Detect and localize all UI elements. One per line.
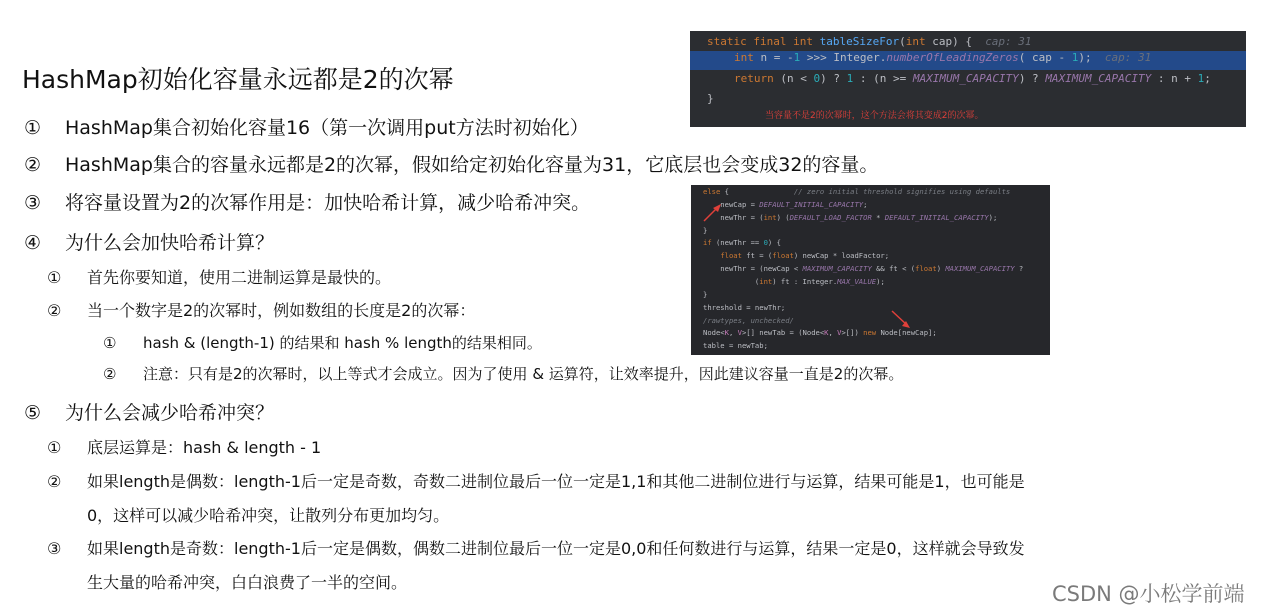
list-item <box>24 188 590 215</box>
code-token: K <box>824 328 829 337</box>
code-token: DEFAULT_INITIAL_CAPACITY <box>884 213 989 222</box>
list-marker: ⑤ <box>24 402 42 424</box>
list-item-text: 为什么会减少哈希冲突？ <box>65 402 275 424</box>
code-token: float <box>720 251 747 260</box>
code-line <box>703 316 794 325</box>
code-line <box>703 303 785 312</box>
code-token: 1 <box>793 51 801 64</box>
code-token: ) ? <box>820 72 847 85</box>
list-marker: ① <box>47 268 62 287</box>
list-item-text: hash & (length-1) 的结果和 hash % length的结果相同。 <box>143 334 542 352</box>
code-line <box>703 226 707 235</box>
code-token: new <box>863 328 881 337</box>
code-screenshot-resize <box>691 185 1050 355</box>
code-line <box>703 290 707 299</box>
code-token: 0 <box>763 238 768 247</box>
list-marker: ④ <box>24 232 42 254</box>
code-token: /rawtypes, unchecked/ <box>703 316 794 325</box>
code-token: Node[newCap]; <box>880 328 937 337</box>
code-token: MAXIMUM_CAPACITY <box>802 264 872 273</box>
code-token: { <box>724 187 794 196</box>
code-line <box>690 92 1246 105</box>
code-line <box>703 341 768 350</box>
list-marker: ① <box>47 438 62 457</box>
code-line <box>703 187 1010 196</box>
code-token: MAXIMUM_CAPACITY <box>1045 72 1152 85</box>
code-token: ( <box>703 277 760 286</box>
list-item <box>47 536 1025 559</box>
code-token: : n + <box>1151 72 1198 85</box>
code-token: V <box>837 328 842 337</box>
code-token: int <box>734 51 761 64</box>
code-token: ) ? <box>1018 72 1046 85</box>
code-token: int <box>763 213 777 222</box>
code-token: float <box>915 264 937 273</box>
code-token: K <box>724 328 729 337</box>
list-marker: ① <box>103 334 117 352</box>
code-token: newThr = (newCap < <box>703 264 803 273</box>
code-token: 1 <box>1071 51 1079 64</box>
list-item-continuation <box>47 570 407 593</box>
list-item <box>24 150 878 177</box>
code-line <box>690 35 1246 48</box>
code-annotation: 当容量不是2的次幂时，这个方法会将其变成2的次幂。 <box>765 111 984 121</box>
list-item-text: 底层运算是：hash & length - 1 <box>87 438 322 457</box>
code-token: : (n >= <box>853 72 913 85</box>
code-token: if <box>703 238 716 247</box>
code-token: MAX_VALUE <box>837 277 877 286</box>
code-token: 0 <box>813 72 821 85</box>
code-token: int <box>759 277 773 286</box>
code-token: ; <box>1204 72 1211 85</box>
code-token: * <box>871 213 885 222</box>
code-token: static final int <box>707 35 820 48</box>
list-marker: ③ <box>24 192 42 214</box>
list-item <box>24 228 274 255</box>
code-token: DEFAULT_LOAD_FACTOR <box>789 213 872 222</box>
list-marker: ① <box>24 117 42 139</box>
code-token: tableSizeFor <box>819 35 900 48</box>
code-token: threshold = newThr; <box>703 303 786 312</box>
code-line <box>703 251 889 260</box>
code-token: table = newTab; <box>703 341 768 350</box>
code-token <box>703 251 720 260</box>
code-token: Node< <box>703 328 725 337</box>
code-token: >>> Integer. <box>800 51 887 64</box>
code-token: float <box>772 251 794 260</box>
code-token: MAXIMUM_CAPACITY <box>945 264 1015 273</box>
code-line <box>703 264 1023 273</box>
code-token: (newThr == <box>715 238 764 247</box>
code-token: ) { <box>767 238 781 247</box>
code-token: } <box>707 92 714 105</box>
list-item-text: 0，这样可以减少哈希冲突，让散列分布更加均匀。 <box>87 506 450 525</box>
list-item-text: 如果length是偶数：length-1后一定是奇数，奇数二进制位最后一位一定是1,1和其他二进制位进行与运算，结果可能是1，也可能是 <box>87 472 1025 491</box>
code-token: ) ft : Integer. <box>772 277 838 286</box>
code-token: numberOfLeadingZeros <box>886 51 1019 64</box>
code-token: int <box>905 35 933 48</box>
watermark: CSDN @小松学前端 <box>1052 582 1245 606</box>
list-item-text: HashMap集合初始化容量16（第一次调用put方法时初始化） <box>65 117 589 139</box>
code-token: newCap = <box>703 200 760 209</box>
list-item-text: 首先你要知道，使用二进制运算是最快的。 <box>87 268 392 287</box>
code-token: cap: 31 <box>1104 51 1152 64</box>
code-token: ); <box>1078 51 1105 64</box>
code-token: 1 <box>1197 72 1205 85</box>
code-token: >[] newTab = (Node< <box>741 328 825 337</box>
code-line <box>703 213 997 222</box>
list-marker: ② <box>47 301 62 320</box>
code-token: else <box>703 187 725 196</box>
code-token: ); <box>988 213 998 222</box>
code-line <box>703 328 937 337</box>
list-item-text: HashMap集合的容量永远都是2的次幂，假如给定初始化容量为31，它底层也会变成32的容量。 <box>65 154 879 176</box>
list-item-continuation <box>47 503 449 526</box>
list-item-text: 生大量的哈希冲突，白白浪费了一半的空间。 <box>87 573 408 592</box>
list-item <box>47 298 475 321</box>
code-token: , <box>828 328 838 337</box>
code-line <box>703 238 781 247</box>
list-item <box>24 113 589 140</box>
code-token: (n < <box>780 72 814 85</box>
page-title: HashMap初始化容量永远都是2的次幂 <box>22 65 454 94</box>
code-token: cap: 31 <box>985 35 1032 48</box>
code-token: ) <box>936 264 946 273</box>
list-item-text: 如果length是奇数：length-1后一定是偶数，偶数二进制位最后一位一定是0,0和任何数进行与运算，结果一定是0，这样就会导致发 <box>87 539 1025 558</box>
code-token: ? <box>1014 264 1024 273</box>
list-item <box>103 363 903 384</box>
list-item-text: 当一个数字是2的次幂时，例如数组的长度是2的次幂： <box>87 301 476 320</box>
list-marker: ② <box>103 365 117 383</box>
code-line <box>690 51 1246 70</box>
code-line <box>703 277 885 286</box>
code-token: >[]) <box>841 328 864 337</box>
code-token: cap) { <box>932 35 986 48</box>
list-item-text: 为什么会加快哈希计算？ <box>65 232 275 254</box>
list-item <box>103 332 542 353</box>
list-marker: ② <box>47 472 62 491</box>
code-token: ( cap - <box>1018 51 1072 64</box>
code-line <box>703 200 867 209</box>
code-token: return <box>734 72 781 85</box>
list-marker: ③ <box>47 539 62 558</box>
code-token: MAXIMUM_CAPACITY <box>912 72 1019 85</box>
code-token: // zero initial threshold signifies using defaults <box>793 187 1011 196</box>
code-token: ); <box>876 277 885 286</box>
code-token: DEFAULT_INITIAL_CAPACITY <box>759 200 864 209</box>
code-token: ) newCap * loadFactor; <box>793 251 890 260</box>
code-screenshot-table-size-for <box>690 31 1246 127</box>
list-item-text: 将容量设置为2的次幂作用是：加快哈希计算，减少哈希冲突。 <box>65 192 591 214</box>
code-token: V <box>737 328 742 337</box>
code-token: && ft < ( <box>871 264 916 273</box>
code-token: } <box>703 226 708 235</box>
code-token: n = - <box>760 51 794 64</box>
code-token: 1 <box>846 72 854 85</box>
code-token: ( <box>899 35 906 48</box>
code-token: newThr = ( <box>703 213 764 222</box>
code-token: , <box>728 328 738 337</box>
code-token: ) ( <box>776 213 790 222</box>
list-item <box>47 265 391 288</box>
code-line <box>690 72 1246 85</box>
list-item <box>24 398 274 425</box>
list-item <box>47 469 1025 492</box>
code-token: ft = ( <box>746 251 773 260</box>
code-token: ; <box>863 200 868 209</box>
code-token: } <box>703 290 708 299</box>
list-item <box>47 435 321 458</box>
list-marker: ② <box>24 154 42 176</box>
list-item-text: 注意：只有是2的次幂时，以上等式才会成立。因为了使用 & 运算符，让效率提升，因此建议容量一直是2的次幂。 <box>143 365 904 383</box>
